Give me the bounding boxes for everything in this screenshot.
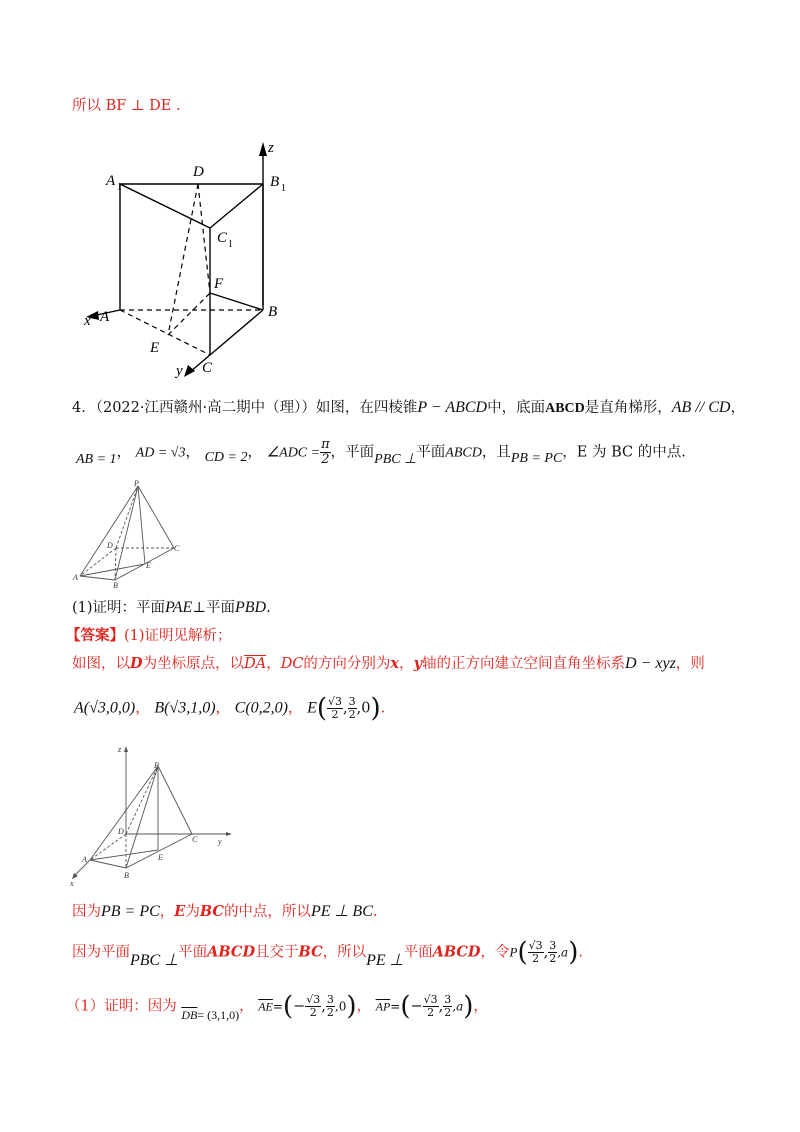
label-B1: B xyxy=(270,174,280,190)
label-C: C xyxy=(202,360,213,376)
because-line-1: 因为PB = PC，E为BC的中点，所以PE ⊥ BC. xyxy=(72,903,378,920)
label-x: x xyxy=(84,313,91,329)
fig2-label-D: D xyxy=(107,541,113,550)
fig3-label-D: D xyxy=(118,827,124,836)
answer-line: 【答案】(1)证明见解析； xyxy=(66,627,232,644)
proof-line-1: （1）证明：因为 $_{\overline{DB}= (3,1,0)}$， $\overline{AE}=(-$ $\frac{√3}{2}$ , $\frac{3}{2}$ ,0)， $\overline{AP}=(-$ $\frac{√3}{2}$ , $\frac{3}{2}$ ,a)， xyxy=(66,991,488,1022)
label-B: B xyxy=(268,304,278,320)
fig3-label-z: z xyxy=(118,745,122,754)
fig3-label-x: x xyxy=(70,879,74,888)
prism-figure xyxy=(80,130,310,390)
fig2-label-C: C xyxy=(174,544,180,553)
pyramid-axes-figure xyxy=(68,742,248,888)
conclusion-line: 所以 BF ⊥ DE . xyxy=(72,98,181,114)
label-z: z xyxy=(268,140,274,156)
label-E: E xyxy=(150,340,160,356)
label-y: y xyxy=(176,363,183,379)
label-A1-sub: 1 xyxy=(117,182,122,193)
problem4-line1: 4．（2022·江西赣州·高二期中（理））如图，在四棱锥P − ABCD中，底面ABCD是直角梯形，AB // CD， xyxy=(72,399,745,416)
label-F: F xyxy=(214,276,224,292)
fig2-label-B: B xyxy=(113,581,118,588)
label-A1: A xyxy=(106,173,116,189)
part1-question: (1)证明：平面PAE⊥平面PBD. xyxy=(72,599,271,616)
fig3-label-B: B xyxy=(124,871,129,880)
fig2-label-P: P xyxy=(134,479,139,488)
coord-line: 如图，以D为坐标原点，以$\overline{DA}$，DC的方向分别为x，y轴的正方向建立空间直角坐标系D − xyz，则 xyxy=(72,655,705,672)
points-line: A(√3,0,0)， B(√3,1,0)， C(0,2,0)， E( $\frac{√3}{2}$ , $\frac{3}{2}$ ,0). xyxy=(74,693,386,724)
label-C1-sub: 1 xyxy=(228,239,233,250)
fig3-label-A: A xyxy=(82,855,87,864)
fig3-label-C: C xyxy=(192,835,198,844)
fig3-label-E: E xyxy=(158,853,163,862)
fig2-label-A: A xyxy=(73,573,78,582)
label-D: D xyxy=(193,164,204,180)
fig3-label-y: y xyxy=(218,837,222,846)
pyramid-figure xyxy=(70,478,190,588)
problem4-line2: AB = 1， AD = √3， CD = 2， ∠ADC = $\frac{\pi}{2}$ ，平面PBC ⊥平面ABCD，且PB = PC，E 为 BC 的中点. xyxy=(76,437,686,467)
label-A: A xyxy=(100,309,110,325)
label-B1-sub: 1 xyxy=(281,183,286,194)
because-line-2: 因为平面PBC ⊥平面ABCD且交于BC，所以PE ⊥平面ABCD，令P( $\frac{√3}{2}$ , $\frac{3}{2}$ ,a). xyxy=(72,937,583,969)
fig2-label-E: E xyxy=(146,561,151,570)
fig3-label-P: P xyxy=(154,761,159,770)
label-C1: C xyxy=(217,230,228,246)
answer-tag: 【答案】 xyxy=(66,627,124,644)
